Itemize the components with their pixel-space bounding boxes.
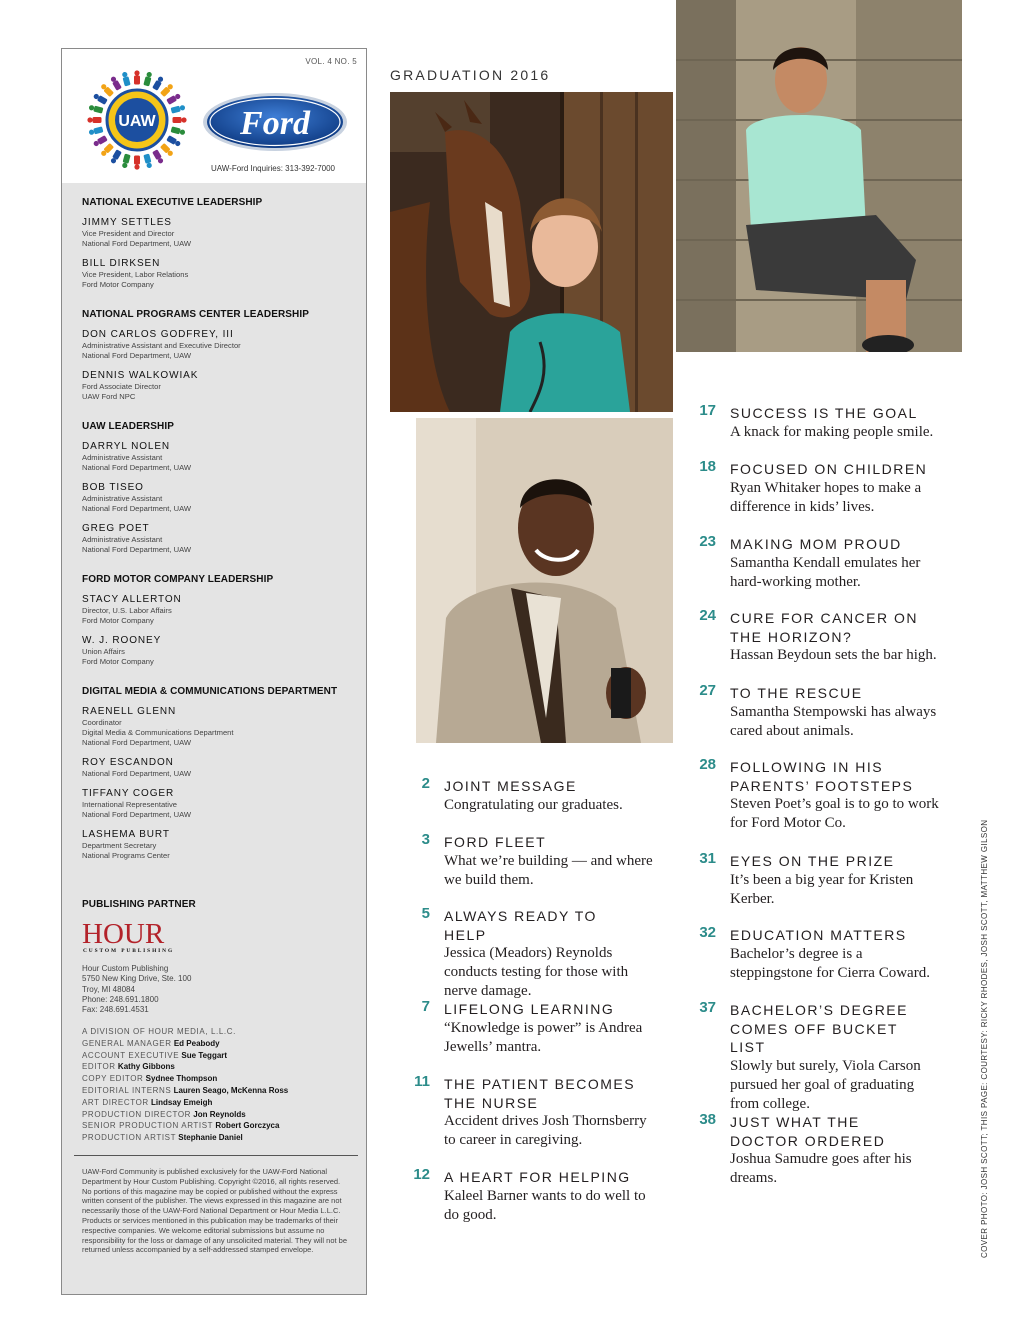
divider [74,1155,358,1156]
toc-page-number: 38 [699,1111,716,1128]
toc-title: FOLLOWING IN HIS PARENTS’ FOOTSTEPS [730,759,914,794]
credit-line [82,1132,288,1144]
credit-label: ART DIRECTOR [82,1097,149,1107]
staff-member [82,370,352,402]
toc-description: Joshua Samudre goes after his dreams. [730,1151,912,1186]
staff-role: National Ford Department, UAW [82,504,192,513]
credit-name: Ed Peabody [173,1038,220,1048]
smiling-man-photo [416,418,673,743]
toc-description: Slowly but surely, Viola Carson pursued her goal of graduating from college. [730,1057,921,1112]
toc-entry[interactable] [699,1111,930,1188]
staff-name: BOB TISEO [82,482,144,493]
leadership-group [82,421,352,564]
toc-page-number: 2 [421,775,430,792]
toc-entry[interactable] [699,533,935,592]
student-with-horse-photo [390,92,673,412]
leadership-group [82,899,352,919]
toc-title: LIFELONG LEARNING [444,1001,615,1017]
toc-entry[interactable] [699,924,945,983]
staff-role: Coordinator [82,718,122,727]
publisher-address [82,964,191,1015]
toc-description: Hassan Beydoun sets the bar high. [730,647,937,663]
toc-description: Samantha Stempowski has always cared about animals. [730,703,937,739]
toc-entry[interactable] [421,905,644,1001]
toc-title: A HEART FOR HELPING [444,1169,631,1185]
staff-name: DARRYL NOLEN [82,441,171,452]
staff-role: UAW Ford NPC [82,392,136,401]
toc-page-number: 23 [699,533,716,550]
toc-page-number: 27 [699,682,716,699]
credit-name: Sydnee Thompson [145,1074,218,1084]
group-title: PUBLISHING PARTNER [82,899,196,910]
toc-title: SUCCESS IS THE GOAL [730,405,918,421]
leadership-group [82,686,352,870]
svg-text:UAW: UAW [118,113,156,130]
staff-role: Administrative Assistant and Executive Director [82,341,241,350]
legal-notice: UAW-Ford Community is published exclusively for the UAW-Ford National Department by Hour Custom Publishing. Copyright ©2016, all rights reserved. No portions of this magazine may be copied or published without the express written consent of the publisher. The views expressed in this magazine are not necessarily those of the UAW-Ford National Department or Hour Media L.L.C. Products or services mentioned in this publication may be trademarks of their respective companies. We welcome editorial submissions but assume no responsibility for the loss or damage of any unsolicited material. They will not be returned unless accompanied by a self-addressed stamped envelope. [82,1167,347,1255]
staff-member [82,329,352,361]
toc-title: BACHELOR’S DEGREE COMES OFF BUCKET LIST [730,1002,908,1055]
staff-role: International Representative [82,800,177,809]
credit-name: Robert Gorczyca [215,1121,280,1131]
toc-page-number: 7 [421,998,430,1015]
group-title: NATIONAL EXECUTIVE LEADERSHIP [82,197,263,208]
staff-name: STACY ALLERTON [82,594,182,605]
toc-page-number: 11 [414,1073,430,1090]
toc-page-number: 3 [421,831,430,848]
credit-line [82,1061,288,1073]
credit-name: Jon Reynolds [193,1109,246,1119]
hour-publishing-logo [82,919,182,953]
toc-description: Kaleel Barner wants to do well to do good. [444,1187,646,1223]
toc-description: Samantha Kendall emulates her hard-working mother. [730,554,921,590]
credit-label: PRODUCTION DIRECTOR [82,1109,192,1119]
ford-logo [201,91,349,153]
toc-entry[interactable] [421,775,640,815]
svg-text:CUSTOM PUBLISHING: CUSTOM PUBLISHING [83,948,175,953]
toc-entry[interactable] [413,1166,659,1225]
toc-title: THE PATIENT BECOMES THE NURSE [444,1076,636,1111]
staff-name: BILL DIRKSEN [82,258,161,269]
leadership-group [82,574,352,676]
staff-member [82,829,352,861]
group-title: UAW LEADERSHIP [82,421,174,432]
page-title: GRADUATION 2016 [390,67,551,83]
toc-description: Steven Poet’s goal is to go to work for Ford Motor Co. [730,796,939,831]
staff-member [82,258,352,290]
credit-label: PRODUCTION ARTIST [82,1133,177,1143]
toc-description: Bachelor’s degree is a steppingstone for Cierra Coward. [730,945,930,981]
staff-name: TIFFANY COGER [82,788,175,799]
toc-title: ALWAYS READY TO HELP [444,908,597,943]
toc-entry[interactable] [699,458,935,517]
toc-description: “Knowledge is power” is Andrea Jewells’ mantra. [444,1019,643,1055]
staff-role: Director, U.S. Labor Affairs [82,606,172,615]
staff-role: Digital Media & Communications Department [82,728,234,737]
staff-role: Ford Associate Director [82,382,161,391]
staff-name: DENNIS WALKOWIAK [82,370,199,381]
staff-member [82,523,352,555]
credit-line [82,1120,288,1132]
credit-name: Sue Teggart [181,1050,228,1060]
credit-label: EDITORIAL INTERNS [82,1085,172,1095]
student-on-steps-photo [676,0,962,352]
credit-label: SENIOR PRODUCTION ARTIST [82,1121,214,1131]
staff-member [82,788,352,820]
toc-description: A knack for making people smile. [730,423,934,440]
staff-role: Vice President and Director [82,229,175,238]
toc-description: Ryan Whitaker hopes to make a difference in kids’ lives. [730,479,922,515]
toc-page-number: 24 [699,607,716,624]
masthead-sidebar [61,48,367,1295]
staff-role: National Ford Department, UAW [82,810,192,819]
staff-role: National Ford Department, UAW [82,769,192,778]
credit-line [82,1038,288,1050]
masthead-logo-box [62,49,366,183]
toc-title: MAKING MOM PROUD [730,536,902,552]
svg-text:Ford: Ford [240,105,310,142]
staff-member [82,482,352,514]
toc-page-number: 28 [699,756,716,773]
credit-line [82,1050,288,1062]
group-title: NATIONAL PROGRAMS CENTER LEADERSHIP [82,309,310,320]
toc-title: TO THE RESCUE [730,685,863,701]
toc-entry[interactable] [699,607,950,665]
toc-entry[interactable] [699,402,945,442]
staff-name: W. J. ROONEY [82,635,162,646]
toc-entry[interactable] [699,682,945,741]
toc-title: FORD FLEET [444,834,547,850]
staff-role: Ford Motor Company [82,280,154,289]
credit-label: COPY EDITOR [82,1074,144,1084]
credit-label: ACCOUNT EXECUTIVE [82,1050,180,1060]
uaw-logo [85,68,189,172]
staff-member [82,706,352,748]
toc-entry[interactable] [699,850,930,909]
leadership-group [82,309,352,411]
staff-member [82,217,352,249]
toc-title: JUST WHAT THE DOCTOR ORDERED [730,1114,886,1149]
toc-title: EYES ON THE PRIZE [730,853,895,869]
credit-label: A DIVISION OF HOUR MEDIA, L.L.C. [82,1027,236,1036]
inquiries-phone: UAW-Ford Inquiries: 313-392-7000 [210,164,335,173]
staff-role: Ford Motor Company [82,657,154,666]
staff-member [82,635,352,667]
staff-role: Department Secretary [82,841,157,850]
toc-description: What we’re building — and where we build them. [444,852,653,888]
credit-line [82,1085,288,1097]
address-line: Fax: 248.691.4531 [82,1005,149,1015]
group-title: DIGITAL MEDIA & COMMUNICATIONS DEPARTMENT [82,686,338,697]
staff-role: Union Affairs [82,647,125,656]
toc-title: FOCUSED ON CHILDREN [730,461,928,477]
staff-member [82,757,352,779]
toc-entry[interactable] [421,998,654,1057]
credit-label: GENERAL MANAGER [82,1038,172,1048]
credit-name: Stephanie Daniel [178,1133,243,1143]
staff-role: National Ford Department, UAW [82,239,192,248]
staff-role: Ford Motor Company [82,616,154,625]
toc-title: CURE FOR CANCER ON THE HORIZON? [730,610,919,645]
staff-name: DON CARLOS GODFREY, III [82,329,234,340]
staff-role: National Ford Department, UAW [82,545,192,554]
credit-name: Kathy Gibbons [117,1062,175,1072]
staff-role: Administrative Assistant [82,494,163,503]
toc-description: Jessica (Meadors) Reynolds conducts testing for those with nerve damage. [444,945,629,999]
toc-title: EDUCATION MATTERS [730,927,907,943]
credit-line [82,1109,288,1121]
toc-title: JOINT MESSAGE [444,778,577,794]
staff-role: Administrative Assistant [82,535,163,544]
staff-credits [82,1026,288,1144]
group-title: FORD MOTOR COMPANY LEADERSHIP [82,574,274,585]
toc-page-number: 31 [699,850,716,867]
toc-entry[interactable] [421,831,664,890]
address-line: 5750 New King Drive, Ste. 100 [82,974,192,984]
toc-entry[interactable] [699,999,935,1114]
toc-entry[interactable] [414,1073,659,1150]
staff-role: National Ford Department, UAW [82,738,192,747]
staff-role: National Programs Center [82,851,170,860]
staff-name: GREG POET [82,523,150,534]
volume-number: VOL. 4 NO. 5 [305,57,357,66]
toc-description: Congratulating our graduates. [444,796,623,813]
toc-page-number: 18 [699,458,716,475]
credit-label: EDITOR [82,1062,116,1072]
staff-role: National Ford Department, UAW [82,351,192,360]
staff-name: LASHEMA BURT [82,829,170,840]
toc-page-number: 37 [699,999,716,1016]
toc-page-number: 12 [413,1166,430,1183]
leadership-group [82,197,352,299]
toc-page-number: 32 [699,924,716,941]
staff-name: JIMMY SETTLES [82,217,172,228]
address-line: Hour Custom Publishing [82,964,169,973]
toc-description: Accident drives Josh Thornsberry to career in caregiving. [444,1113,647,1148]
staff-name: RAENELL GLENN [82,706,177,717]
toc-page-number: 17 [699,402,716,419]
credit-name: Lauren Seago, McKenna Ross [173,1085,289,1095]
credit-line [82,1097,288,1109]
toc-description: It’s been a big year for Kristen Kerber. [730,871,914,907]
staff-member [82,594,352,626]
photo-credit: COVER PHOTO: JOSH SCOTT; THIS PAGE: COURTESY: RICKY RHODES, JOSH SCOTT, MATTHEW GILSON [980,819,989,1258]
staff-role: Vice President, Labor Relations [82,270,189,279]
credit-line [82,1026,288,1038]
toc-entry[interactable] [699,756,945,833]
staff-role: Administrative Assistant [82,453,163,462]
toc-page-number: 5 [421,905,430,922]
svg-text:HOUR: HOUR [82,919,165,950]
staff-member [82,441,352,473]
address-line: Phone: 248.691.1800 [82,994,159,1004]
address-line: Troy, MI 48084 [82,984,135,994]
credit-name: Lindsay Emeigh [151,1097,213,1107]
staff-role: National Ford Department, UAW [82,463,192,472]
credit-line [82,1073,288,1085]
staff-name: ROY ESCANDON [82,757,174,768]
